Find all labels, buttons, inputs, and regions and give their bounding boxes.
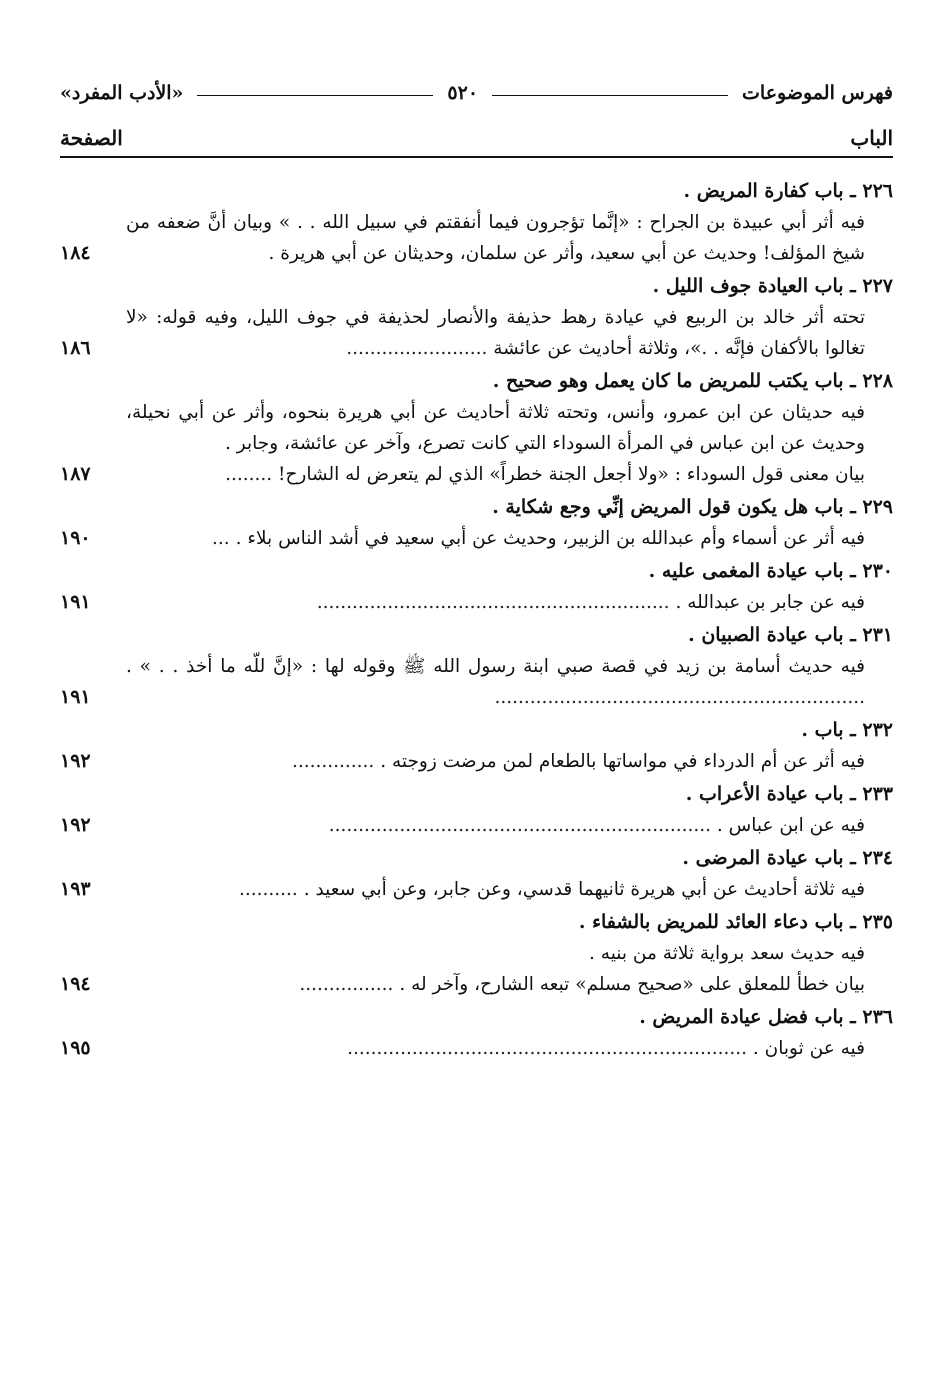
entry-description-row — [60, 397, 893, 459]
page-reference: ١٩٢ — [60, 814, 91, 836]
entry-description — [126, 302, 893, 364]
index-entry — [60, 176, 893, 269]
header-rule-right — [492, 95, 728, 96]
description-text: فيه عن جابر بن عبدالله . — [675, 592, 865, 613]
chapter-title: ٢٣٥ ـ باب دعاء العائد للمريض بالشفاء . — [578, 911, 893, 933]
description-text: بيان معنى قول السوداء : «ولا أجعل الجنة خطراً» الذي لم يتعرض له الشارح! — [278, 464, 865, 485]
section-title: فهرس الموضوعات — [742, 82, 893, 104]
chapter-title: ٢٢٨ ـ باب يكتب للمريض ما كان يعمل وهو صحيح . — [492, 370, 893, 392]
description-text: فيه أثر عن أم الدرداء في مواساتها بالطعام لمن مرضت زوجته . — [380, 751, 865, 772]
index-entry — [60, 492, 893, 554]
page-reference: ١٩٥ — [60, 1037, 91, 1059]
leader-dots: ................................................................. — [328, 815, 712, 836]
leader-dots: .................................................................... — [347, 1038, 748, 1059]
entry-description — [126, 810, 893, 841]
entry-description-row — [60, 938, 893, 969]
page-reference: ١٩٣ — [60, 878, 91, 900]
entry-description-row — [60, 651, 893, 713]
page-reference: ١٩٢ — [60, 750, 91, 772]
index-entry — [60, 556, 893, 618]
chapter-title: ٢٣٢ ـ باب . — [801, 719, 893, 741]
index-entry — [60, 271, 893, 364]
entry-description — [126, 874, 893, 905]
index-entry — [60, 366, 893, 490]
entries-list — [60, 176, 893, 1064]
entry-description — [126, 938, 893, 969]
chapter-title: ٢٣٦ ـ باب فضل عيادة المريض . — [639, 1006, 893, 1028]
entry-description-row — [60, 969, 893, 1000]
leader-dots: ... — [212, 528, 230, 549]
description-text: فيه عن ابن عباس . — [716, 815, 865, 836]
entry-description — [126, 969, 893, 1000]
chapter-title: ٢٣٣ ـ باب عيادة الأعراب . — [685, 783, 893, 805]
index-entry — [60, 620, 893, 713]
chapter-column-heading: الباب — [850, 126, 893, 150]
entry-description — [126, 207, 893, 269]
page-reference: ١٨٧ — [60, 463, 91, 485]
leader-dots: ........ — [225, 464, 273, 485]
entry-description-row — [60, 523, 893, 554]
book-title: «الأدب المفرد» — [60, 82, 184, 104]
entry-description — [126, 1033, 893, 1064]
description-text: فيه حديث سعد برواية ثلاثة من بنيه . — [589, 943, 865, 964]
entry-description — [126, 746, 893, 777]
page-reference: ١٨٦ — [60, 337, 91, 359]
description-text: فيه ثلاثة أحاديث عن أبي هريرة ثانيهما قدسي، وعن جابر، وعن أبي سعيد . — [303, 879, 865, 900]
description-text: فيه عن ثوبان . — [752, 1038, 865, 1059]
chapter-title: ٢٣٠ ـ باب عيادة المغمى عليه . — [648, 560, 893, 582]
running-header — [60, 70, 893, 104]
index-entry — [60, 843, 893, 905]
index-entry — [60, 907, 893, 1000]
description-text: بيان خطأ للمعلق على «صحيح مسلم» تبعه الشارح، وآخر له . — [399, 974, 865, 995]
leader-dots: .............. — [291, 751, 375, 772]
index-page — [60, 70, 893, 1066]
entry-description — [126, 523, 893, 554]
entry-description-row — [60, 746, 893, 777]
column-headings — [60, 126, 893, 158]
entry-description-row — [60, 1033, 893, 1064]
entry-description — [126, 397, 893, 459]
entry-description-row — [60, 302, 893, 364]
leader-dots: .......... — [239, 879, 298, 900]
entry-description-row — [60, 587, 893, 618]
entry-description — [126, 459, 893, 490]
chapter-title: ٢٢٦ ـ باب كفارة المريض . — [683, 180, 893, 202]
page-reference: ١٩٠ — [60, 527, 91, 549]
page-reference: ١٨٤ — [60, 242, 91, 264]
entry-description-row — [60, 459, 893, 490]
header-rule-left — [197, 95, 433, 96]
description-text: فيه حديثان عن ابن عمرو، وأنس، وتحته ثلاثة أحاديث عن أبي هريرة بنحوه، وأثر عن أبي نحيلة، وحديث عن ابن عباس في المرأة السوداء التي كانت تصرع، وآخر عن عائشة، وجابر . — [126, 402, 865, 454]
index-entry — [60, 1002, 893, 1064]
page-reference: ١٩٤ — [60, 973, 91, 995]
entry-description-row — [60, 874, 893, 905]
index-entry — [60, 779, 893, 841]
entry-description-row — [60, 207, 893, 269]
chapter-title: ٢٣٤ ـ باب عيادة المرضى . — [682, 847, 893, 869]
chapter-title: ٢٣١ ـ باب عيادة الصبيان . — [688, 624, 893, 646]
chapter-title: ٢٢٧ ـ باب العيادة جوف الليل . — [652, 275, 893, 297]
entry-description — [126, 587, 893, 618]
leader-dots: ................ — [299, 974, 394, 995]
description-text: فيه أثر أبي عبيدة بن الجراح : «إنَّما تؤجرون فيما أنفقتم في سبيل الله . . » وبيان أنَّ ضعفه من شيخ المؤلف! وحديث عن أبي سعيد، وأثر عن سلمان، وحديثان عن أبي هريرة . — [126, 212, 865, 264]
leader-dots: ............................................................... — [494, 687, 865, 708]
leader-dots: ............................................................ — [316, 592, 670, 613]
chapter-title: ٢٢٩ ـ باب هل يكون قول المريض إنِّي وجع شكاية . — [492, 496, 893, 518]
description-text: تحته أثر خالد بن الربيع في عيادة رهط حذيفة والأنصار لحذيفة في جوف الليل، وفيه قوله: «لا تغالوا بالأكفان فإنَّه . .»، وثلاثة أحاديث عن عائشة — [126, 307, 865, 359]
description-text: فيه حديث أسامة بن زيد في قصة صبي ابنة رسول الله ﷺ وقوله لها : «إنَّ للّه ما أخذ . . » . — [126, 656, 865, 677]
page-column-heading: الصفحة — [60, 126, 123, 150]
page-reference: ١٩١ — [60, 686, 91, 708]
description-text: فيه أثر عن أسماء وأم عبدالله بن الزبير، وحديث عن أبي سعيد في أشد الناس بلاء . — [235, 528, 865, 549]
leader-dots: ........................ — [346, 338, 488, 359]
index-entry — [60, 715, 893, 777]
page-number: ٥٢٠ — [447, 82, 479, 104]
entry-description-row — [60, 810, 893, 841]
entry-description — [126, 651, 893, 713]
page-reference: ١٩١ — [60, 591, 91, 613]
